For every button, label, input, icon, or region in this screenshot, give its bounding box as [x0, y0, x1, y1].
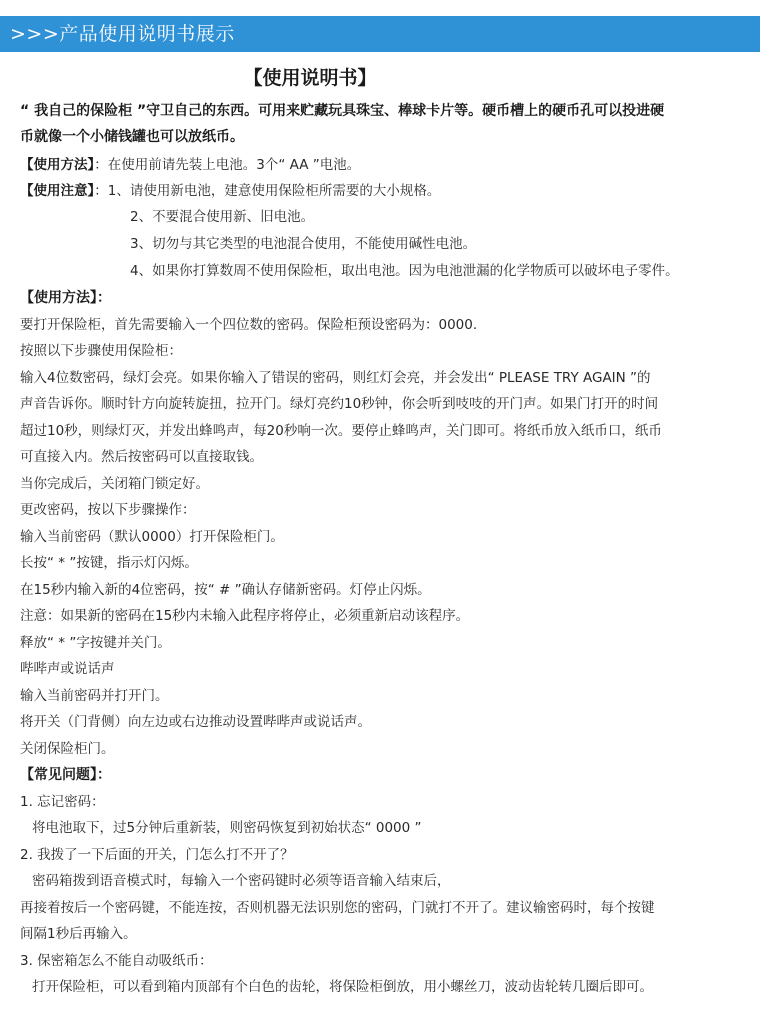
usage-note-item: ：1、请使用新电池，建意使用保险柜所需要的大小规格。 [94, 183, 441, 199]
usage-method-line [20, 155, 360, 175]
faq-answer: 再接着按后一个密码键，不能连按，否则机器无法识别您的密码，门就打不开了。建议输密码时，每个按键 [20, 900, 655, 916]
body-line: 当你完成后，关闭箱门锁定好。 [20, 476, 209, 492]
usage-note-item: 3、切勿与其它类型的电池混合使用，不能使用碱性电池。 [130, 236, 477, 252]
body-line: 哔哔声或说话声 [20, 661, 115, 677]
document-title: 【使用说明书】 [243, 67, 377, 89]
faq-question: 3. 保密箱怎么不能自动吸纸币： [20, 953, 213, 969]
body-line: 将开关（门背侧）向左边或右边推动设置哔哔声或说话声。 [20, 714, 371, 730]
body-line: 按照以下步骤使用保险柜： [20, 343, 182, 359]
usage-method-label: 【使用方法】 [20, 157, 95, 173]
body-line: 要打开保险柜，首先需要输入一个四位数的密码。保险柜预设密码为：0000. [20, 317, 478, 333]
body-line: 释放“ * ”字按键并关门。 [20, 635, 171, 651]
body-line: 更改密码，按以下步骤操作： [20, 502, 196, 518]
intro-line: “ 我自己的保险柜 ”守卫自己的东西。可用来贮藏玩具珠宝、棒球卡片等。硬币槽上的硬币孔可以投进硬 [20, 103, 665, 119]
body-line: 输入4位数密码，绿灯会亮。如果你输入了错误的密码，则红灯会亮，并会发出“ PLEASE TRY AGAIN ”的 [20, 370, 651, 386]
usage-note-item: 4、如果你打算数周不使用保险柜，取出电池。因为电池泄漏的化学物质可以破坏电子零件。 [130, 263, 679, 279]
faq-answer: 将电池取下，过5分钟后重新装，则密码恢复到初始状态“ 0000 ” [32, 820, 422, 836]
faq-answer: 密码箱拨到语音模式时，每输入一个密码键时必须等语音输入结束后， [32, 873, 451, 889]
faq-answer: 间隔1秒后再输入。 [20, 926, 137, 942]
faq-answer: 打开保险柜，可以看到箱内顶部有个白色的齿轮，将保险柜倒放，用小螺丝刀，波动齿轮转几圈后即可。 [32, 979, 653, 995]
body-line: 长按“ * ”按键，指示灯闪烁。 [20, 555, 198, 571]
body-line: 在15秒内输入新的4位密码，按“ # ”确认存储新密码。灯停止闪烁。 [20, 582, 431, 598]
intro-line: 币就像一个小储钱罐也可以放纸币。 [20, 129, 244, 145]
body-line: 注意：如果新的密码在15秒内未输入此程序将停止，必须重新启动该程序。 [20, 608, 470, 624]
faq-question: 1. 忘记密码： [20, 794, 105, 810]
usage-method-text: ：在使用前请先装上电池。3个“ AA ”电池。 [94, 157, 361, 173]
faq-question: 2. 我拨了一下后面的开关，门怎么打不开了？ [20, 847, 294, 863]
usage-note-item: 2、不要混合使用新、旧电池。 [130, 209, 315, 225]
faq-heading: 【常见问题】： [20, 767, 111, 783]
usage-method-heading: 【使用方法】： [20, 290, 111, 306]
body-line: 超过10秒，则绿灯灭，并发出蜂鸣声，每20秒响一次。要停止蜂鸣声，关门即可。将纸币放入纸币口，纸币 [20, 423, 662, 439]
usage-notes-label: 【使用注意】 [20, 183, 95, 199]
body-line: 输入当前密码并打开门。 [20, 688, 169, 704]
body-line: 输入当前密码（默认0000）打开保险柜门。 [20, 529, 284, 545]
body-line: 关闭保险柜门。 [20, 741, 115, 757]
usage-notes-line [20, 181, 440, 201]
body-line: 声音告诉你。顺时针方向旋转旋扭，拉开门。绿灯亮约10秒钟，你会听到吱吱的开门声。如果门打开的时间 [20, 396, 659, 412]
section-banner: >>>产品使用说明书展示 [0, 16, 760, 52]
body-line: 可直接入内。然后按密码可以直接取钱。 [20, 449, 263, 465]
